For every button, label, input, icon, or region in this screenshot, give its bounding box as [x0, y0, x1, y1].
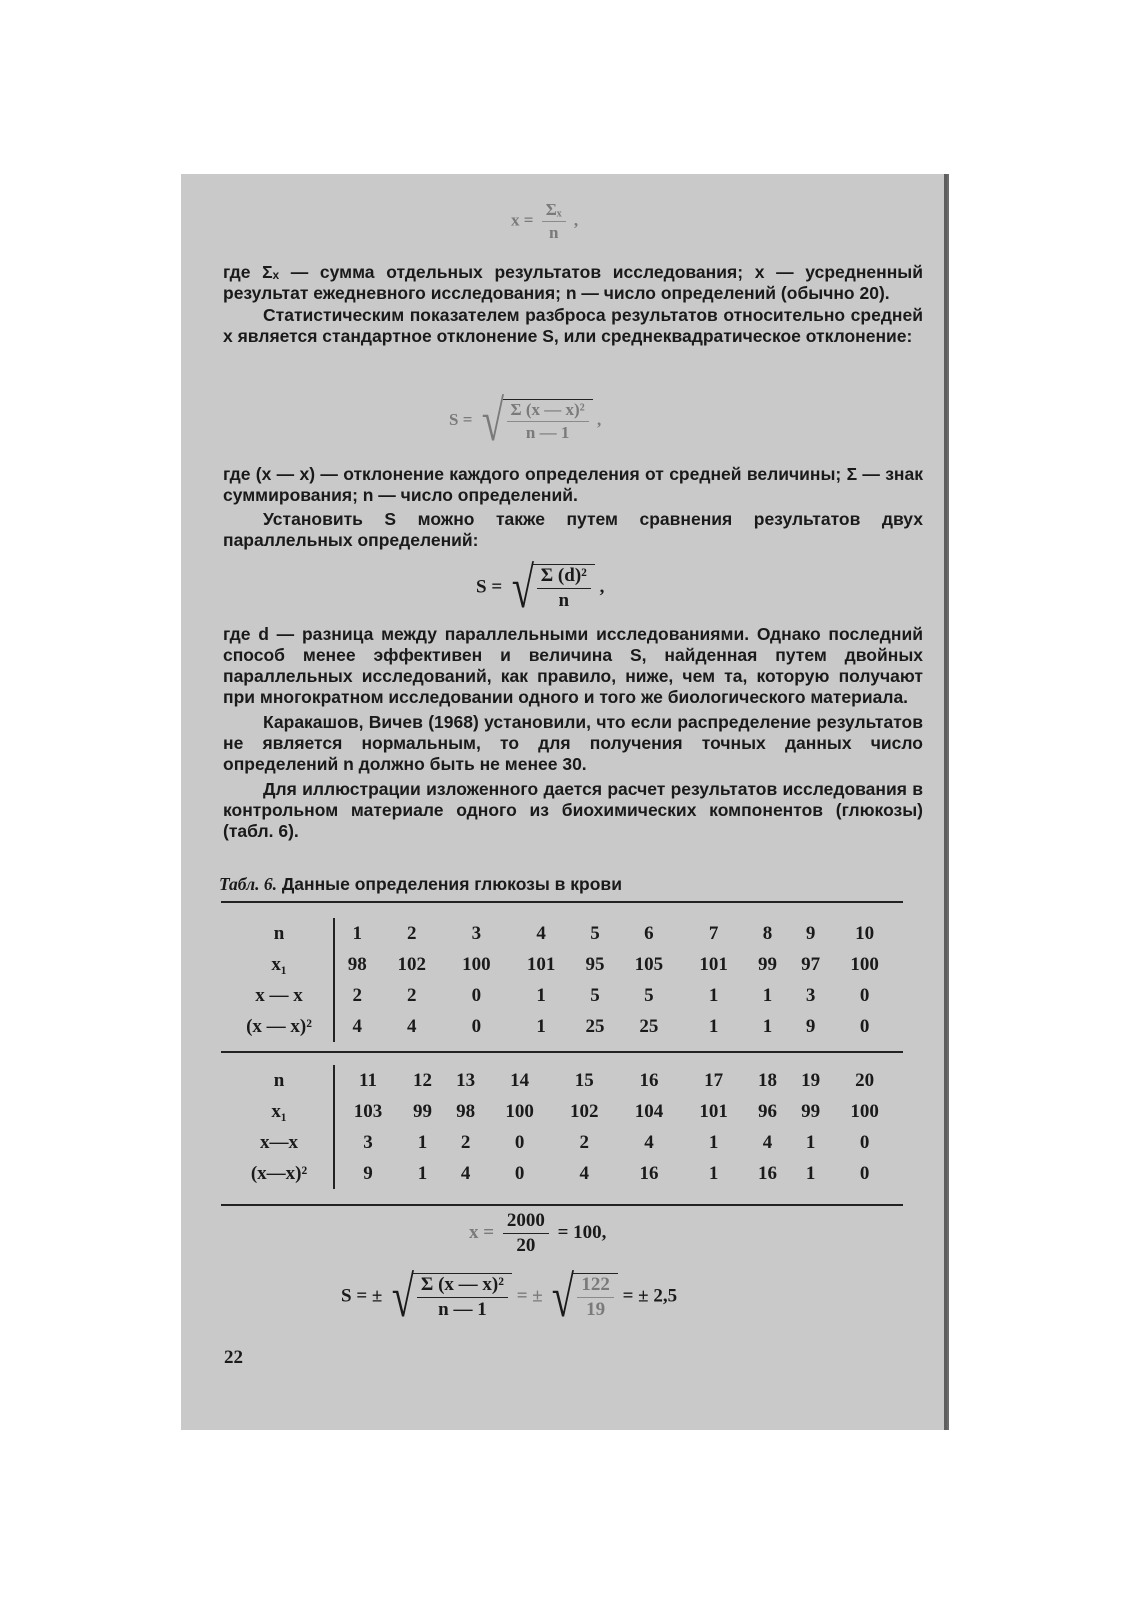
formula-std-dev: S = √ $\frac{\text{Σ (x — x)²}}{n — 1}$ , — [449, 388, 602, 453]
table-cell: 2 — [579, 1131, 589, 1153]
table-cell: 99 — [413, 1100, 433, 1122]
table-cell: 100 — [850, 953, 879, 975]
table-cell: 1 — [708, 1131, 719, 1153]
table-cell: 2 — [406, 984, 417, 1006]
table-cell: 1 — [417, 1131, 428, 1153]
table-cell: 1 — [708, 1162, 719, 1184]
row-label: x—x — [225, 1127, 334, 1158]
table-row — [225, 980, 897, 1011]
table-cell: 2 — [460, 1131, 471, 1153]
table-cell: 98 — [347, 953, 367, 975]
table-cell: 11 — [359, 1069, 377, 1091]
table-cell: 100 — [505, 1100, 534, 1122]
table-cell: 102 — [397, 953, 426, 975]
table-cell: 96 — [758, 1100, 778, 1122]
table-cell: 2 — [406, 922, 417, 944]
table-cell: 101 — [526, 953, 556, 975]
table-caption-text: Данные определения глюкозы в крови — [281, 874, 622, 894]
table-cell: 12 — [413, 1069, 433, 1091]
table-caption — [219, 874, 622, 895]
table-cell: 3 — [363, 1131, 373, 1153]
paragraph-6: Каракашов, Вичев (1968) установили, что если распределение результатов не является нормальным, то для получения точных данных число определений n должно быть не менее 30. — [223, 712, 923, 774]
formula-mean-result: x = $\frac{2000}{20}$ = 100, — [469, 1210, 607, 1256]
table-cell: 1 — [708, 1015, 719, 1037]
table-cell: 1 — [417, 1162, 428, 1184]
table-cell: 1 — [352, 922, 362, 944]
table-cell: 2 — [352, 984, 362, 1006]
table-cell: 17 — [704, 1069, 724, 1091]
table-cell: 6 — [644, 922, 654, 944]
table-cell: 1 — [762, 984, 773, 1006]
table-cell: 7 — [708, 922, 719, 944]
table-cell: 20 — [855, 1069, 875, 1091]
table-cell: 14 — [510, 1069, 530, 1091]
row-label: x₁ — [225, 1096, 334, 1127]
table-cell: 99 — [801, 1100, 821, 1122]
table-cell: 9 — [805, 1015, 816, 1037]
table-caption-label: Табл. 6. — [219, 874, 277, 894]
table-middle-rule — [221, 1051, 903, 1053]
table-cell: 0 — [471, 1015, 482, 1037]
glucose-table-block-1 — [225, 918, 897, 1042]
table-row — [225, 949, 897, 980]
paragraph-3: где (x — x) — отклонение каждого определения от средней величины; Σ — знак суммирования; n — число определений. — [223, 464, 923, 505]
table-cell: 3 — [805, 984, 816, 1006]
table-cell: 4 — [644, 1131, 654, 1153]
table-cell: 102 — [570, 1100, 599, 1122]
paragraph-5: где d — разница между параллельными исследованиями. Однако последний способ менее эффективен и величина S, найденная путем двойных параллельных исследований, как правило, ниже, чем та, которую получают при многократном исследовании одного и того же биологического материала. — [223, 624, 923, 707]
row-label: x — x — [225, 980, 334, 1011]
table-cell: 101 — [699, 953, 728, 975]
table-cell: 0 — [859, 1015, 870, 1037]
table-bottom-rule — [221, 1204, 903, 1206]
table-cell: 1 — [708, 984, 719, 1006]
page-edge-shadow — [944, 174, 949, 1430]
table-cell: 18 — [758, 1069, 778, 1091]
row-label: (x—x)² — [225, 1158, 334, 1189]
table-cell: 4 — [579, 1162, 589, 1184]
table-cell: 13 — [456, 1069, 476, 1091]
table-cell: 99 — [758, 953, 778, 975]
row-label: x₁ — [225, 949, 334, 980]
paragraph-4: Установить S можно также путем сравнения результатов двух параллельных определений: — [223, 509, 923, 550]
paragraph-7: Для иллюстрации изложенного дается расчет результатов исследования в контрольном материале одного из биохимических компонентов (глюкозы) (табл. 6). — [223, 779, 923, 841]
table-cell: 4 — [352, 1015, 362, 1037]
row-label: n — [225, 918, 334, 949]
table-cell: 25 — [639, 1015, 659, 1037]
table-cell: 1 — [536, 984, 546, 1006]
table-row — [225, 1065, 897, 1096]
row-label: (x — x)² — [225, 1011, 334, 1042]
table-cell: 101 — [699, 1100, 728, 1122]
table-cell: 100 — [462, 953, 491, 975]
table-cell: 9 — [363, 1162, 373, 1184]
paragraph-1: где Σₓ — сумма отдельных результатов исследования; x — усредненный результат ежедневного исследования; n — число определений (обычно 20). — [223, 262, 923, 303]
table-cell: 16 — [758, 1162, 778, 1184]
table-cell: 0 — [859, 1131, 870, 1153]
table-cell: 4 — [460, 1162, 471, 1184]
table-cell: 0 — [859, 1162, 870, 1184]
table-cell: 103 — [353, 1100, 383, 1122]
table-cell: 5 — [590, 922, 600, 944]
table-cell: 4 — [406, 1015, 417, 1037]
table-cell: 1 — [536, 1015, 546, 1037]
table-cell: 4 — [762, 1131, 773, 1153]
table-cell: 95 — [585, 953, 605, 975]
table-top-rule — [221, 901, 903, 903]
formula-std-dev-result: S = ± √ $\frac{\text{Σ (x — x)²}}{n — 1}$ = ± √ $\frac{122}{19}$ = ± 2,5 — [341, 1264, 678, 1329]
table-cell: 10 — [855, 922, 875, 944]
table-cell: 104 — [634, 1100, 664, 1122]
table-cell: 97 — [801, 953, 821, 975]
table-cell: 9 — [805, 922, 816, 944]
glucose-table-block-2 — [225, 1065, 897, 1189]
table-cell: 25 — [585, 1015, 605, 1037]
table-cell: 4 — [536, 922, 546, 944]
table-cell: 105 — [634, 953, 664, 975]
table-cell: 1 — [762, 1015, 773, 1037]
table-row — [225, 1127, 897, 1158]
formula-std-dev-parallel: S = √ $\frac{\text{Σ (d)²}}{n}$ , — [476, 555, 605, 620]
table-cell: 16 — [639, 1162, 659, 1184]
table-cell: 3 — [471, 922, 482, 944]
table-cell: 5 — [590, 984, 600, 1006]
table-row — [225, 1158, 897, 1189]
table-cell: 5 — [644, 984, 654, 1006]
formula-mean: x = $\frac{\text{Σₓ}}{n}$ , — [511, 200, 579, 242]
paragraph-2: Статистическим показателем разброса результатов относительно средней x является стандартное отклонение S, или среднеквадратическое отклонение: — [223, 305, 923, 346]
table-cell: 1 — [805, 1162, 816, 1184]
row-label: n — [225, 1065, 334, 1096]
table-cell: 19 — [801, 1069, 821, 1091]
table-cell: 0 — [514, 1162, 525, 1184]
table-row — [225, 1096, 897, 1127]
table-cell: 1 — [805, 1131, 816, 1153]
table-cell: 0 — [514, 1131, 525, 1153]
table-cell: 8 — [762, 922, 773, 944]
table-cell: 0 — [859, 984, 870, 1006]
page-number: 22 — [224, 1347, 243, 1368]
table-row — [225, 918, 897, 949]
table-cell: 98 — [456, 1100, 476, 1122]
table-cell: 100 — [850, 1100, 879, 1122]
table-cell: 0 — [471, 984, 482, 1006]
table-cell: 16 — [639, 1069, 659, 1091]
table-row — [225, 1011, 897, 1042]
book-page — [181, 174, 947, 1430]
table-cell: 15 — [574, 1069, 594, 1091]
